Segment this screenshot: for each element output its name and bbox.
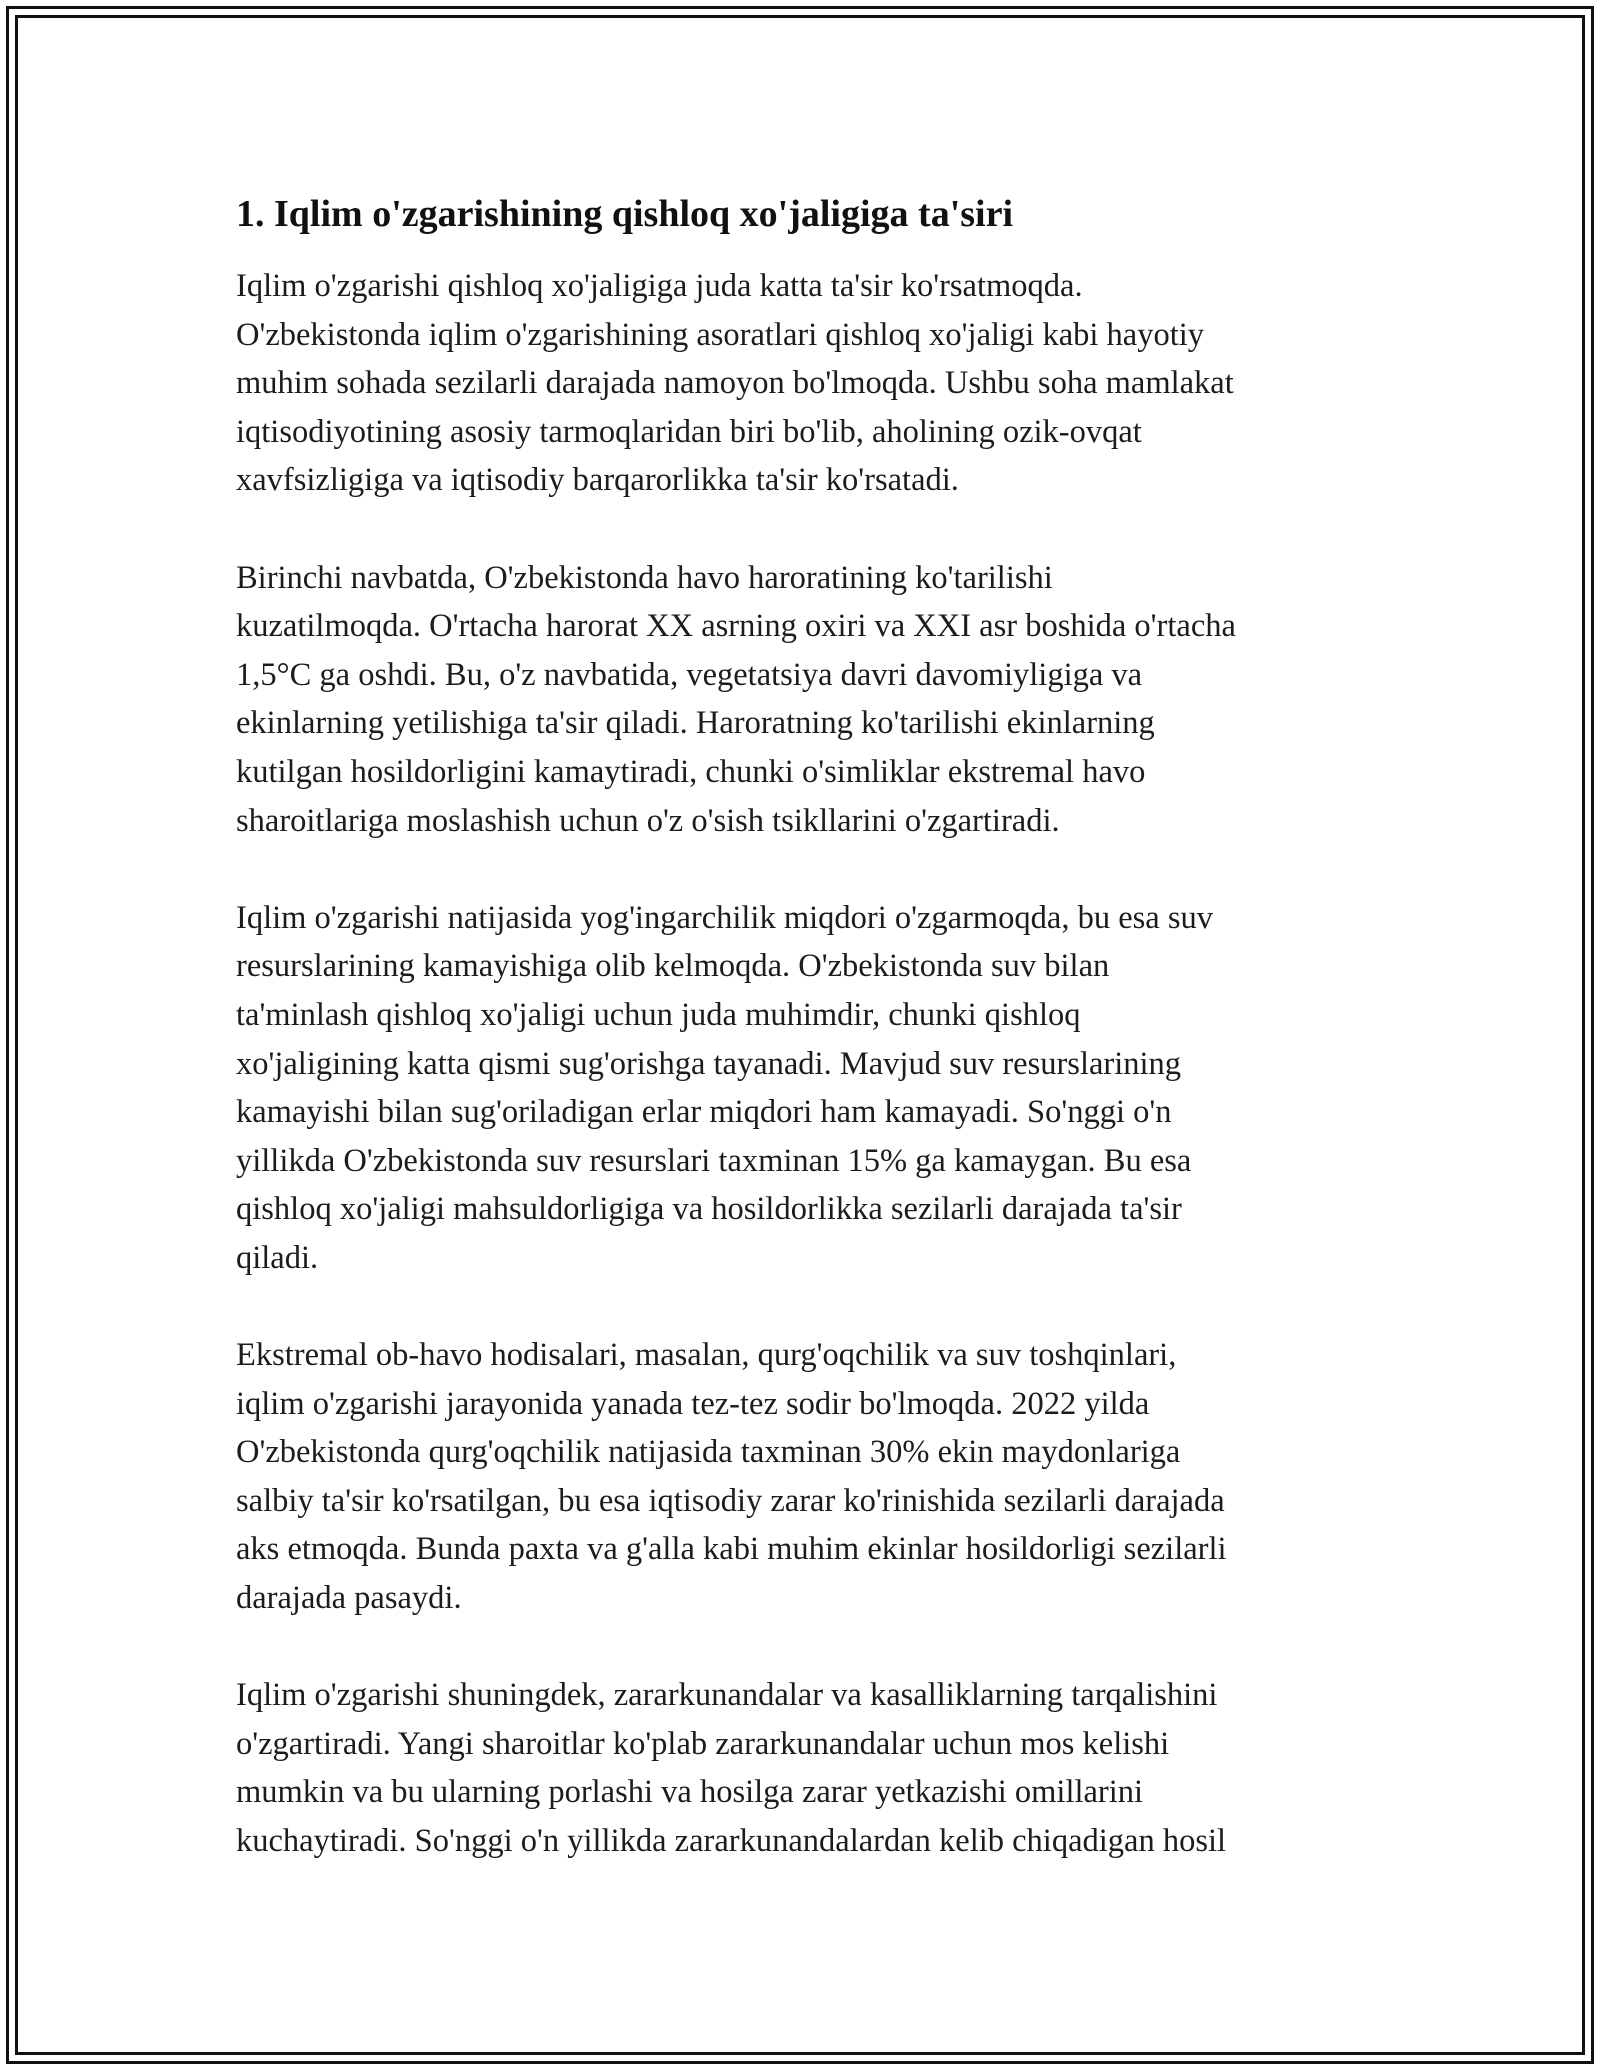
- text-line: Iqlim o'zgarishi qishloq xo'jaligiga juda katta ta'sir ko'rsatmoqda.: [236, 268, 1083, 304]
- text-line: iqlim o'zgarishi jarayonida yanada tez-tez sodir bo'lmoqda. 2022 yilda: [236, 1385, 1150, 1422]
- paragraph-2: [236, 554, 1376, 846]
- paragraph-4: [236, 1331, 1376, 1623]
- paragraph-1: [236, 262, 1376, 505]
- text-line: yillikda O'zbekistonda suv resurslari taxminan 15% ga kamaygan. Bu esa: [236, 1142, 1192, 1179]
- text-line: sharoitlariga moslashish uchun o'z o'sish tsikllarini o'zgartiradi.: [236, 802, 1060, 839]
- paragraph-3: [236, 894, 1376, 1283]
- text-line: qiladi.: [236, 1239, 319, 1276]
- text-line: O'zbekistonda iqlim o'zgarishining asoratlari qishloq xo'jaligi kabi hayotiy: [236, 316, 1205, 353]
- text-line: resurslarining kamayishiga olib kelmoqda. O'zbekistonda suv bilan: [236, 948, 1110, 985]
- text-line: 1,5°C ga oshdi. Bu, o'z navbatida, vegetatsiya davri davomiyligiga va: [236, 656, 1143, 693]
- text-line: iqtisodiyotining asosiy tarmoqlaridan biri bo'lib, aholining ozik-ovqat: [236, 413, 1142, 450]
- text-line: Iqlim o'zgarishi shuningdek, zararkunandalar va kasalliklarning tarqalishini: [236, 1677, 1218, 1714]
- text-line: O'zbekistonda qurg'oqchilik natijasida taxminan 30% ekin maydonlariga: [236, 1434, 1181, 1471]
- text-line: ekinlarning yetilishiga ta'sir qiladi. Haroratning ko'tarilishi ekinlarning: [236, 705, 1155, 742]
- text-line: aks etmoqda. Bunda paxta va g'alla kabi muhim ekinlar hosildorligi sezilarli: [236, 1531, 1227, 1568]
- text-line: Iqlim o'zgarishi natijasida yog'ingarchilik miqdori o'zgarmoqda, bu esa suv: [236, 899, 1213, 936]
- text-line: Birinchi navbatda, O'zbekistonda havo haroratining ko'tarilishi: [236, 559, 1053, 596]
- paragraph-5: [236, 1671, 1376, 1865]
- text-line: qishloq xo'jaligi mahsuldorligiga va hosildorlikka sezilarli darajada ta'sir: [236, 1191, 1182, 1228]
- text-line: ta'minlash qishloq xo'jaligi uchun juda muhimdir, chunki qishloq: [236, 996, 1081, 1033]
- text-line: mumkin va bu ularning porlashi va hosilga zarar yetkazishi omillarini: [236, 1774, 1144, 1811]
- text-line: o'zgartiradi. Yangi sharoitlar ko'plab zararkunandalar uchun mos kelishi: [236, 1725, 1170, 1762]
- text-line: muhim sohada sezilarli darajada namoyon bo'lmoqda. Ushbu soha mamlakat: [236, 365, 1234, 402]
- text-line: kutilgan hosildorligini kamaytiradi, chunki o'simliklar ekstremal havo: [236, 753, 1146, 790]
- text-line: kamayishi bilan sug'oriladigan erlar miqdori ham kamayadi. So'nggi o'n: [236, 1094, 1172, 1131]
- document-body: [236, 188, 1376, 1914]
- section-heading: 1. Iqlim o'zgarishining qishloq xo'jaligiga ta'siri: [236, 193, 1014, 235]
- text-line: xavfsizligiga va iqtisodiy barqarorlikka ta'sir ko'rsatadi.: [236, 462, 959, 499]
- text-line: kuzatilmoqda. O'rtacha harorat XX asrning oxiri va XXI asr boshida o'rtacha: [236, 608, 1236, 645]
- text-line: Ekstremal ob-havo hodisalari, masalan, qurg'oqchilik va suv toshqinlari,: [236, 1337, 1177, 1374]
- text-line: kuchaytiradi. So'nggi o'n yillikda zararkunandalardan kelib chiqadigan hosil: [236, 1823, 1227, 1859]
- text-line: xo'jaligining katta qismi sug'orishga tayanadi. Mavjud suv resurslarining: [236, 1045, 1182, 1082]
- text-line: salbiy ta'sir ko'rsatilgan, bu esa iqtisodiy zarar ko'rinishida sezilarli darajada: [236, 1482, 1225, 1519]
- text-line: darajada pasaydi.: [236, 1580, 462, 1617]
